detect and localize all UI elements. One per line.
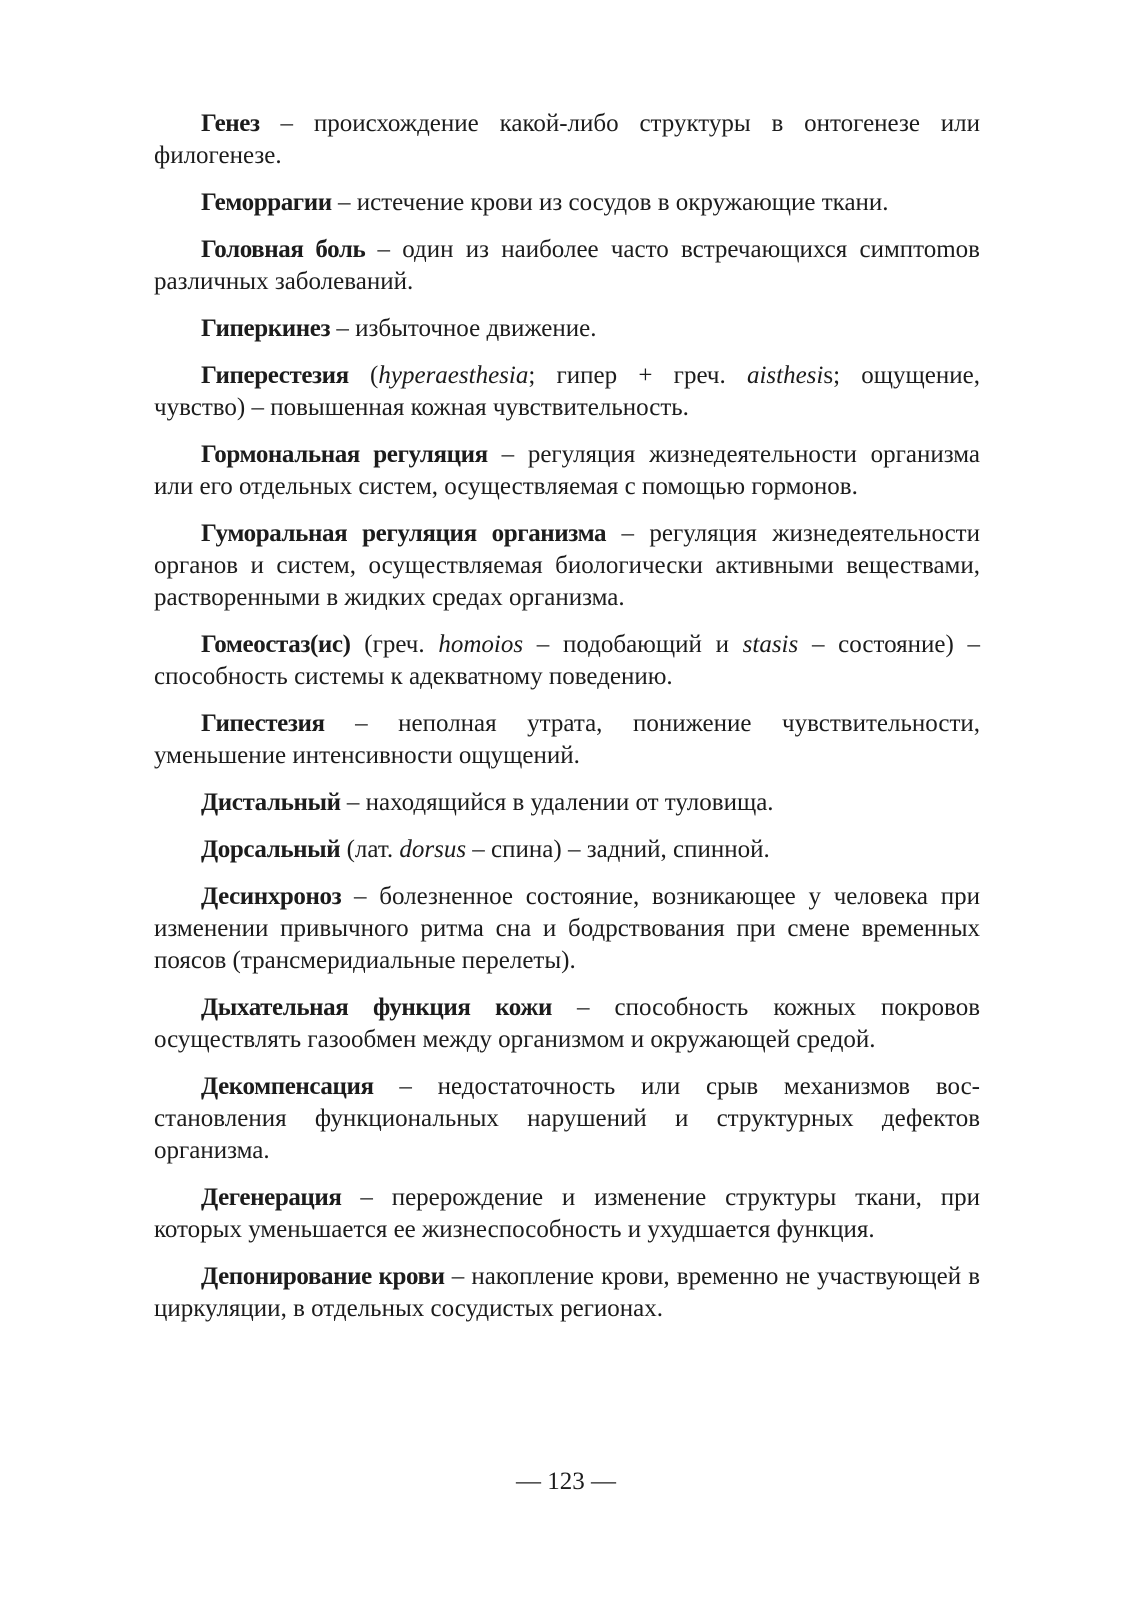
term: Дегенерация: [201, 1184, 342, 1211]
term: Декомпенсация: [201, 1073, 374, 1100]
entry-desinhronoz: [154, 881, 980, 977]
page-number: — 123 —: [516, 1468, 616, 1495]
latin-term: dorsus: [399, 836, 467, 863]
entry-golovnaya-bol: [154, 234, 980, 298]
definition: – регуляция жизнедеятельности организма или его отдельных систем, осуществляемая с помощью гормонов.: [154, 441, 980, 500]
definition: – истечение крови из сосудов в окружающие ткани.: [331, 189, 889, 216]
entry-dorsalnyj: [154, 834, 980, 866]
definition: – недостаточность или срыв механизмов восстановления функциональных нарушений и структурных дефектов организма.: [154, 1073, 980, 1164]
term: Гипестезия: [201, 710, 325, 737]
entry-dyhatelnaya-funkciya: [154, 992, 980, 1056]
entry-gemorragii: [154, 187, 980, 219]
greek-term: stasis: [742, 631, 799, 658]
entry-gormonalnaya-regulyaciya: [154, 439, 980, 503]
term: Гиперестезия: [201, 362, 349, 389]
term: Геморрагии: [201, 189, 332, 216]
glossary-body: [154, 108, 980, 1340]
definition-part: (греч.: [350, 631, 439, 658]
definition-part: (: [348, 362, 379, 389]
term: Дистальный: [201, 789, 341, 816]
entry-gipesteziya: [154, 708, 980, 772]
entry-dekompensaciya: [154, 1071, 980, 1167]
entry-giperesteziya: [154, 360, 980, 424]
entry-genez: [154, 108, 980, 172]
entry-gomeostaz: [154, 629, 980, 693]
entry-deponirovanie-krovi: [154, 1261, 980, 1325]
definition: – перерождение и изменение структуры ткани, при которых уменьшается ее жизнеспособность и ухудшается функция.: [154, 1184, 980, 1243]
term: Генез: [201, 110, 260, 137]
definition: – неполная утрата, понижение чувствительности, уменьшение интенсивности ощущений.: [154, 710, 980, 769]
definition-part: (лат.: [340, 836, 400, 863]
definition: – находящийся в удалении от туловища.: [340, 789, 774, 816]
greek-term: aisthesi: [746, 362, 824, 389]
term: Гуморальная регуляция организма: [201, 520, 607, 547]
term: Гомеостаз(ис): [201, 631, 351, 658]
definition: – болезненное состояние, возникающее у человека при изменении привычного ритма сна и бодрствования при смене временных поясов (трансмеридиальные перелеты).: [154, 883, 980, 974]
greek-term: homoios: [438, 631, 524, 658]
term: Гормональная регуляция: [201, 441, 488, 468]
definition: – происхождение какой-либо структуры в онтогенезе или филогенезе.: [154, 110, 980, 169]
definition-part: ; гипер + греч.: [528, 362, 747, 389]
term: Гиперкинез: [201, 315, 331, 342]
definition-part: – спина) – задний, спинной.: [466, 836, 770, 863]
term: Дорсальный: [201, 836, 341, 863]
definition-part: – состояние) – способность системы к адекватному поведению.: [154, 631, 980, 690]
definition-part: – подобающий и: [523, 631, 743, 658]
entry-gumoralnaya-regulyaciya: [154, 518, 980, 614]
term: Дыхательная функция кожи: [201, 994, 552, 1021]
term: Десинхроноз: [201, 883, 342, 910]
definition: – один из наиболее часто встречающихся симптоmов различных заболеваний.: [154, 236, 980, 295]
definition: – способность кожных покровов осуществлять газообмен между организмом и окружающей средой.: [154, 994, 980, 1053]
latin-term: hyperaesthesia: [378, 362, 529, 389]
term: Головная боль: [201, 236, 366, 263]
term: Депонирование крови: [201, 1263, 445, 1290]
definition: – регуляция жизнедеятельности органов и систем, осуществляемая биологически активными веществами, растворенными в жидких средах организма.: [154, 520, 980, 611]
definition: – избыточное движение.: [330, 315, 597, 342]
entry-degeneraciya: [154, 1182, 980, 1246]
entry-giperkinez: [154, 313, 980, 345]
definition: – накопление крови, временно не участвующей в циркуляции, в отдельных сосудистых регионах.: [154, 1263, 980, 1322]
definition-part: s; ощущение, чувство) – повышенная кожная чувствительность.: [154, 362, 980, 421]
entry-distalnyj: [154, 787, 980, 819]
